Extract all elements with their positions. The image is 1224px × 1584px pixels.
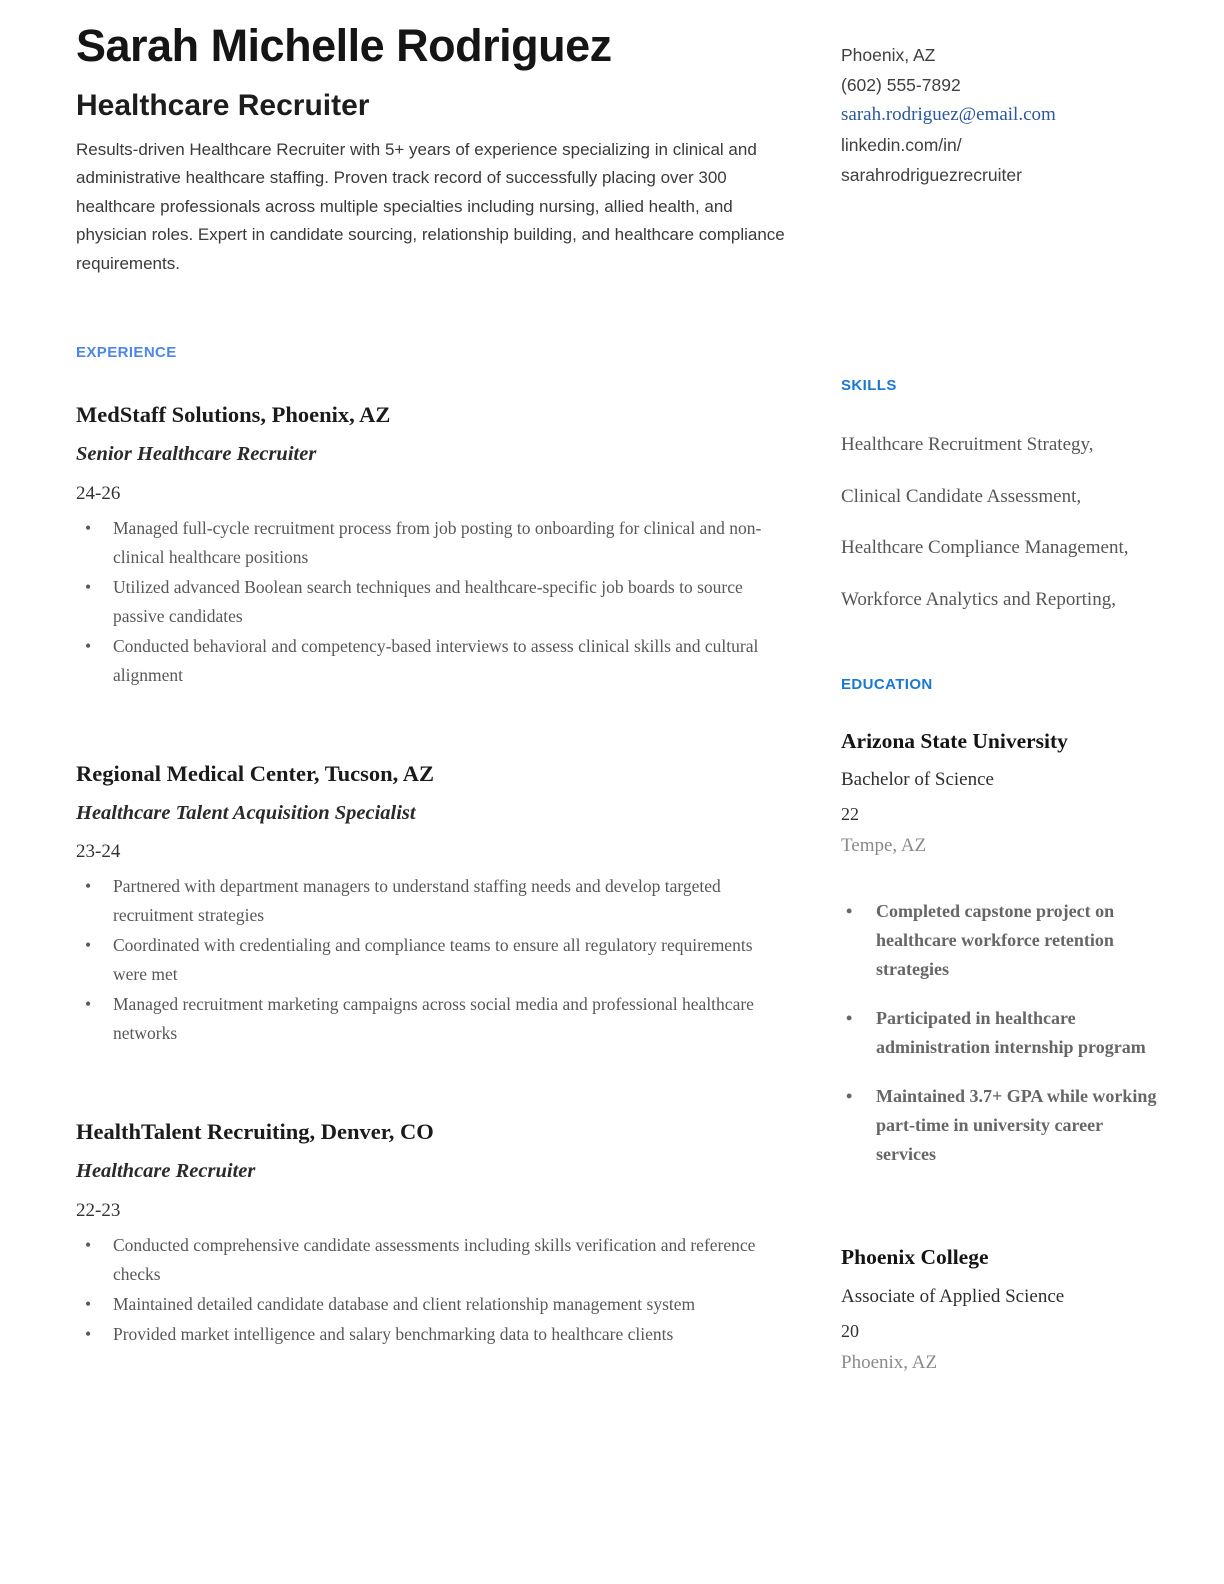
bullet-item: • Coordinated with credentialing and compliance teams to ensure all regulatory requirements were met bbox=[76, 931, 788, 989]
job-bullet-list bbox=[76, 514, 788, 690]
degree: Bachelor of Science bbox=[841, 769, 994, 791]
job-entry bbox=[76, 760, 788, 1048]
linkedin-url-line2: sarahrodriguezrecruiter bbox=[841, 165, 1022, 185]
job-bullet-list bbox=[76, 1231, 788, 1349]
skill-item: Healthcare Recruitment Strategy, bbox=[841, 434, 1094, 455]
job-role: Senior Healthcare Recruiter bbox=[76, 443, 317, 466]
bullet-item: • Maintained detailed candidate database and client relationship management system bbox=[76, 1290, 788, 1319]
school-name: Arizona State University bbox=[841, 728, 1068, 753]
bullet-item: • Utilized advanced Boolean search techniques and healthcare-specific job boards to source passive candidates bbox=[76, 573, 788, 631]
sidebar-column bbox=[841, 40, 1159, 1374]
job-dates: 23-24 bbox=[76, 841, 121, 863]
bullet-item: • Participated in healthcare administration internship program bbox=[841, 1004, 1159, 1062]
bullet-item: • Partnered with department managers to understand staffing needs and develop targeted recruitment strategies bbox=[76, 872, 788, 930]
school-name: Phoenix College bbox=[841, 1245, 989, 1270]
degree: Associate of Applied Science bbox=[841, 1285, 1065, 1307]
contact-block bbox=[841, 40, 1159, 190]
linkedin-url bbox=[841, 130, 1159, 190]
job-role: Healthcare Recruiter bbox=[76, 1160, 256, 1183]
main-column bbox=[76, 20, 788, 1350]
skills-heading: SKILLS bbox=[841, 377, 897, 394]
experience-section bbox=[76, 344, 788, 1348]
skills-section bbox=[841, 377, 1159, 613]
bullet-item: • Managed full-cycle recruitment process from job posting to onboarding for clinical and non-clinical healthcare positions bbox=[76, 514, 788, 572]
skills-list bbox=[841, 432, 1159, 613]
education-heading: EDUCATION bbox=[841, 675, 933, 693]
experience-heading: EXPERIENCE bbox=[76, 344, 177, 362]
job-role: Healthcare Talent Acquisition Specialist bbox=[76, 801, 416, 824]
candidate-name: Sarah Michelle Rodriguez bbox=[76, 20, 612, 71]
email-link[interactable]: sarah.rodriguez@email.com bbox=[841, 104, 1056, 125]
contact-phone: (602) 555-7892 bbox=[841, 75, 961, 95]
job-entry bbox=[76, 401, 788, 689]
skill-item: Clinical Candidate Assessment, bbox=[841, 485, 1082, 507]
job-dates: 24-26 bbox=[76, 483, 121, 505]
skill-item: Workforce Analytics and Reporting, bbox=[841, 588, 1116, 610]
job-entry bbox=[76, 1118, 788, 1348]
bullet-item: • Completed capstone project on healthcare workforce retention strategies bbox=[841, 897, 1159, 984]
bullet-item: • Conducted comprehensive candidate assessments including skills verification and reference checks bbox=[76, 1231, 788, 1289]
school-location: Tempe, AZ bbox=[841, 835, 927, 857]
company-name: HealthTalent Recruiting, Denver, CO bbox=[76, 1119, 434, 1145]
bullet-item: • Managed recruitment marketing campaigns across social media and professional healthcare networks bbox=[76, 990, 788, 1048]
job-bullet-list bbox=[76, 872, 788, 1048]
contact-location: Phoenix, AZ bbox=[841, 45, 936, 65]
candidate-title: Healthcare Recruiter bbox=[76, 88, 370, 122]
education-section bbox=[841, 676, 1159, 1374]
bullet-item: • Maintained 3.7+ GPA while working part-time in university career services bbox=[841, 1082, 1159, 1169]
school-entry bbox=[841, 729, 1159, 1170]
profile-summary: Results-driven Healthcare Recruiter with 5+ years of experience specializing in clinical and administrative healthcare staffing. Proven track record of successfully placing over 300 healthcare professionals across multiple specialties including nursing, allied health, and physician roles. Expert in candidate sourcing, relationship building, and healthcare compliance requirements. bbox=[76, 139, 785, 273]
linkedin-url-line1: linkedin.com/in/ bbox=[841, 135, 962, 155]
graduation-year: 22 bbox=[841, 804, 859, 825]
education-bullet-list bbox=[841, 897, 1159, 1169]
company-name: Regional Medical Center, Tucson, AZ bbox=[76, 760, 434, 786]
job-dates: 22-23 bbox=[76, 1199, 121, 1221]
bullet-item: • Conducted behavioral and competency-based interviews to assess clinical skills and cultural alignment bbox=[76, 632, 788, 690]
bullet-item: • Provided market intelligence and salary benchmarking data to healthcare clients bbox=[76, 1320, 788, 1349]
school-location: Phoenix, AZ bbox=[841, 1351, 938, 1373]
graduation-year: 20 bbox=[841, 1320, 859, 1341]
company-name: MedStaff Solutions, Phoenix, AZ bbox=[76, 402, 391, 428]
school-entry bbox=[841, 1245, 1159, 1374]
skill-item: Healthcare Compliance Management, bbox=[841, 537, 1129, 559]
